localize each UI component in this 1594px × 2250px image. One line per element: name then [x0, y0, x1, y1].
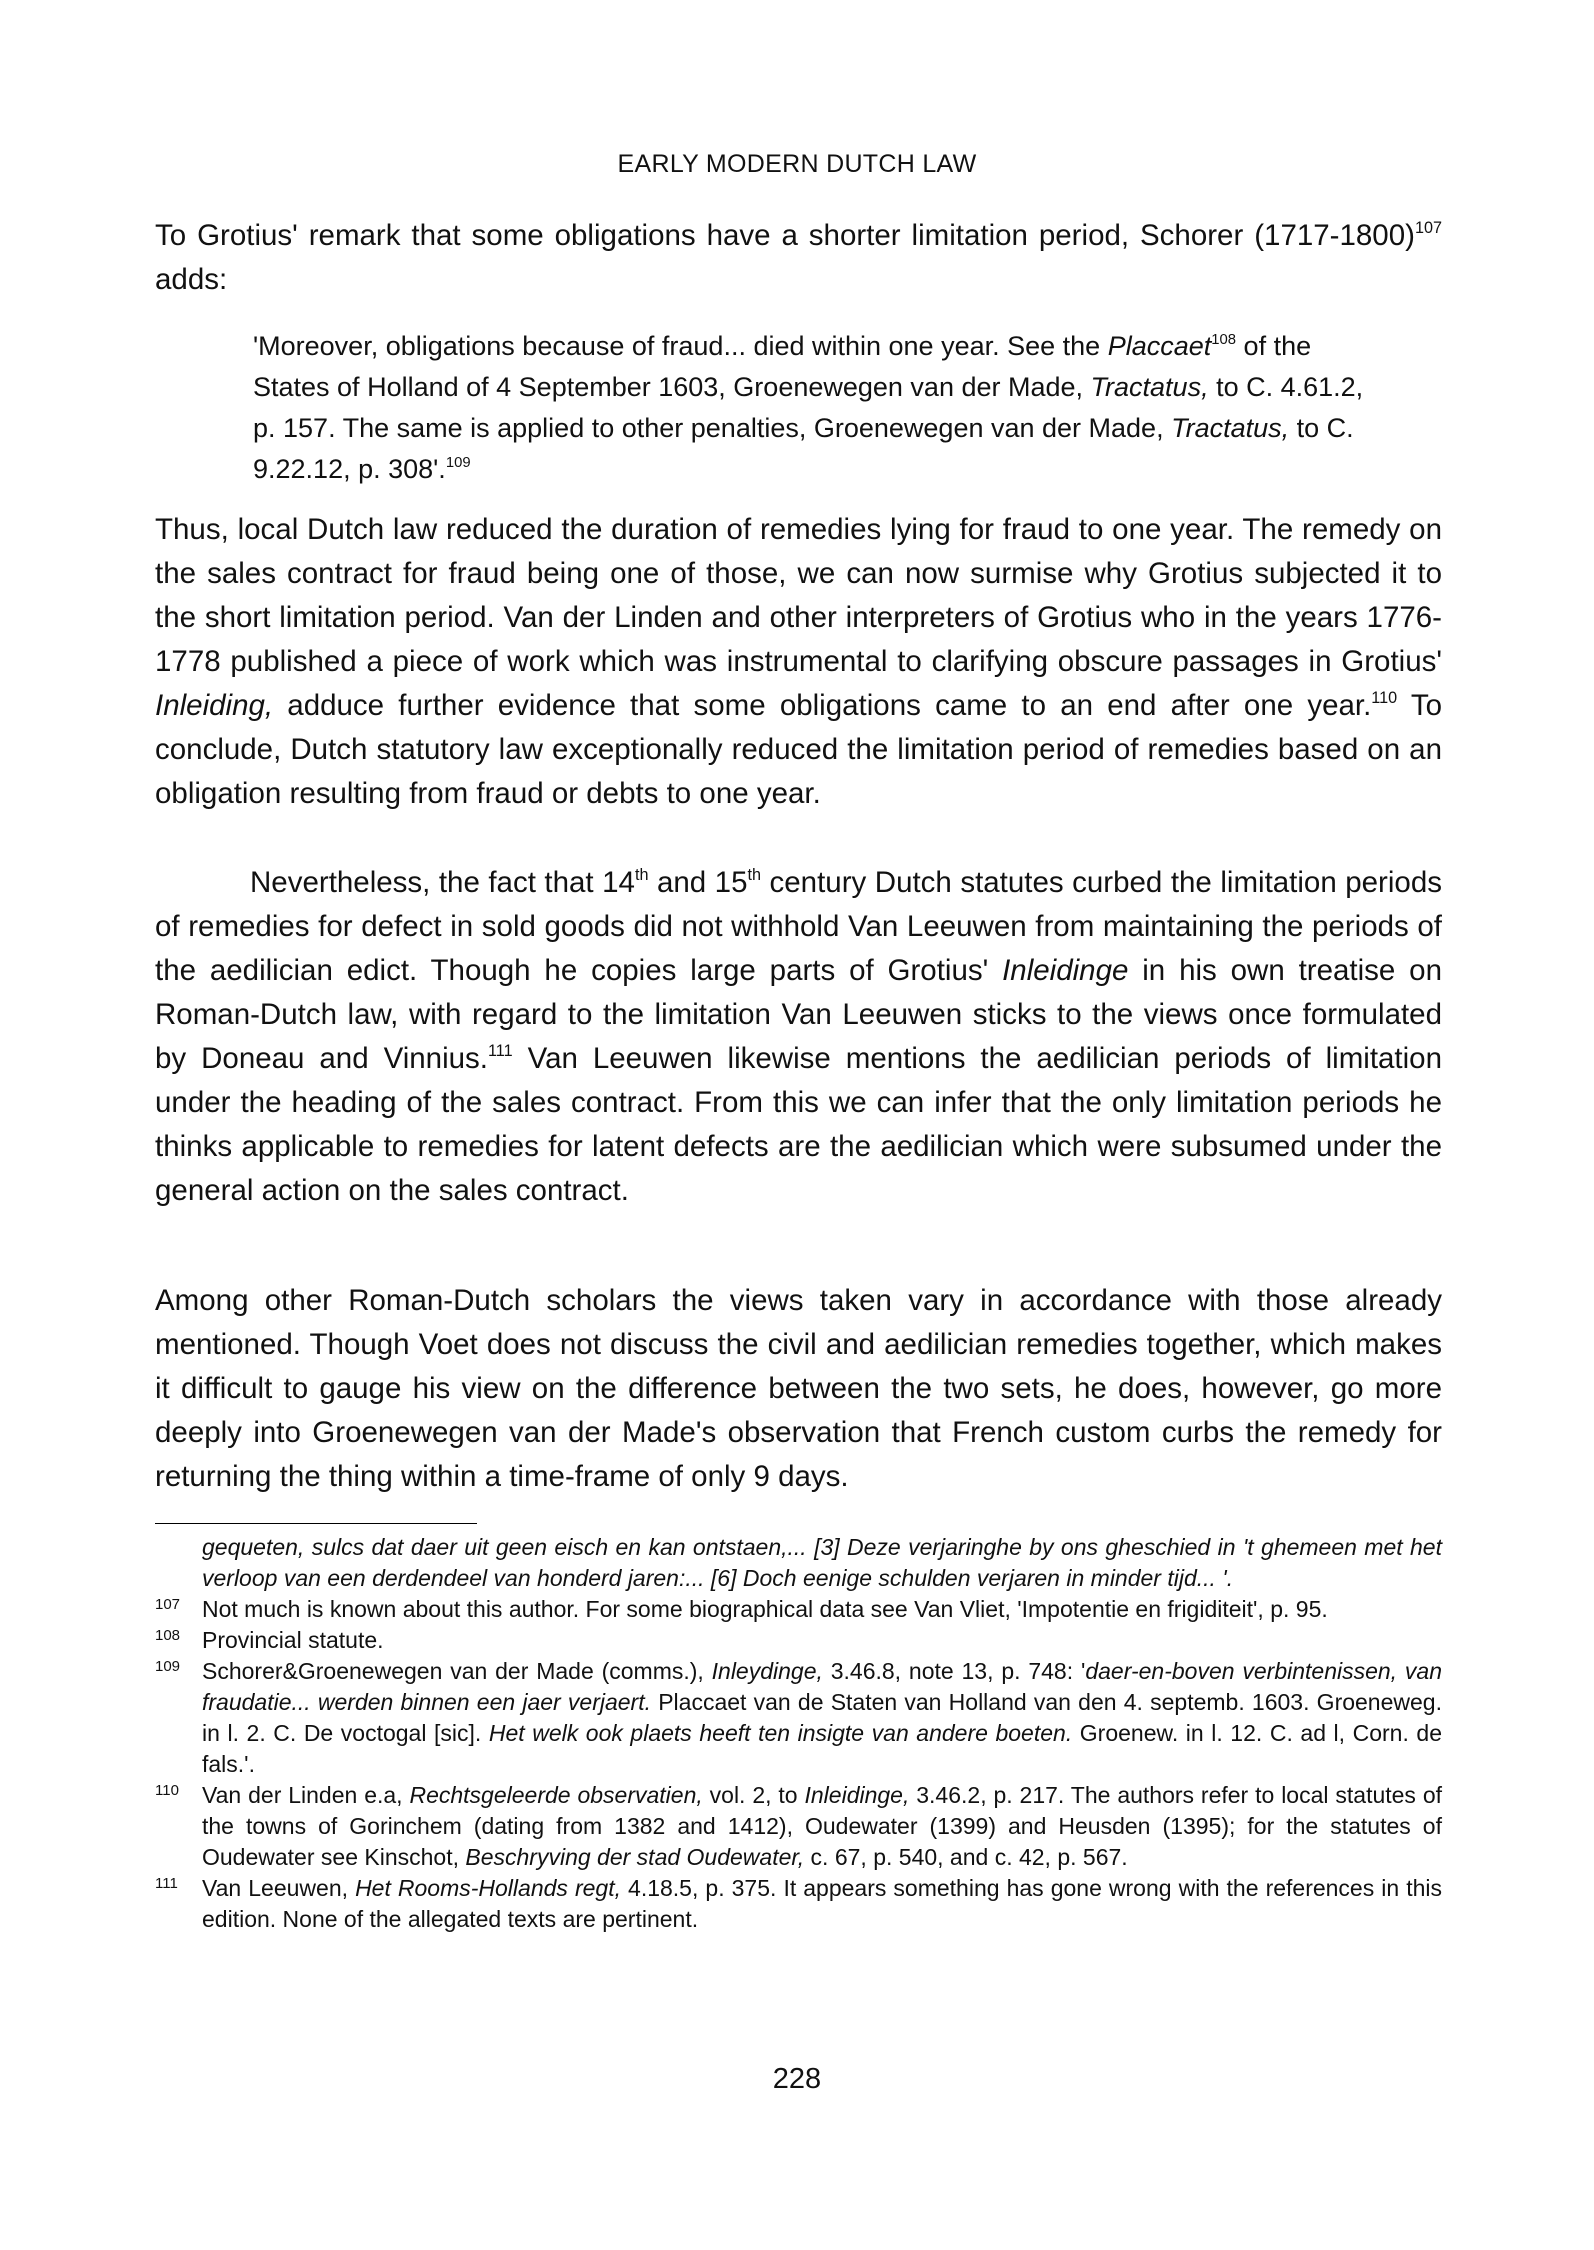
footnote-reference: 107 — [1414, 218, 1442, 237]
footnote-text — [202, 1534, 1442, 1591]
text-run: 3.46.8, note 13, p. 748: ' — [822, 1658, 1086, 1684]
text-run: Thus, local Dutch law reduced the duration of remedies lying for fraud to one year. The remedy on the sales contract for fraud being one of those, we can now surmise why Grotius subjected it to the short limitation period. Van der Linden and other interpreters of Grotius who in the years 1776-1778 published a piece of work which was instrumental to clarifying obscure passages in Grotius' — [155, 513, 1442, 678]
text-run: vol. 2, to — [702, 1782, 805, 1808]
text-run: to C. 9.22.12, p. 308'. — [253, 413, 1354, 484]
text-run: adduce further evidence that some obligations came to an end after one year. — [273, 689, 1372, 722]
footnote-separator — [155, 1523, 477, 1524]
italic-text: Tractatus, — [1171, 413, 1290, 443]
footnote-number: 109 — [155, 1658, 181, 1675]
footnote-reference: th — [747, 865, 762, 884]
paragraph-van-leeuwen — [155, 861, 1442, 1213]
text-run: and 15 — [648, 866, 748, 899]
footnote-reference: 108 — [1211, 331, 1237, 348]
text-run: To conclude, Dutch statutory law exceptionally reduced the limitation period of remedies based on an obligation resulting from fraud or debts to one year. — [155, 689, 1442, 810]
footnote-text — [202, 1782, 1442, 1870]
footnote-reference: 110 — [1371, 688, 1398, 707]
text-run: 3.46.2, p. 217. The authors refer to local statutes of the towns of Gorinchem (dating from 1382 and 1412), Oudewater (1399) and Heusden (1395); for the statutes of Oudewater see Kinschot, — [202, 1782, 1443, 1870]
italic-text: Inleidinge, — [804, 1782, 910, 1808]
text-run: Nevertheless, the fact that 14 — [250, 866, 635, 899]
italic-text: Inleydinge, — [711, 1658, 823, 1684]
text-run: Van Leeuwen, — [202, 1875, 356, 1901]
italic-text: Placcaet — [1107, 331, 1212, 361]
footnote-108 — [155, 1625, 1442, 1656]
italic-text: gequeten, sulcs dat daer uit geen eisch en kan ontstaen,... [3] Deze verjaringhe by ons gheschied in 't ghemeen met het verloop van een derdendeel van honderd jaren:... [6] Doch eenige schulden verjaren in minder tijd... '. — [202, 1534, 1442, 1591]
footnote-text — [202, 1658, 1442, 1777]
text-run: Provincial statute. — [202, 1627, 384, 1653]
italic-text: Inleiding, — [155, 689, 274, 722]
text-run: century Dutch statutes curbed the limitation periods of remedies for defect in sold goods did not withhold Van Leeuwen from maintaining the periods of the aedilician edict. Though he copies large parts of Grotius' — [155, 866, 1442, 987]
footnote-number: 108 — [155, 1627, 181, 1644]
italic-text: Beschryving der stad Oudewater, — [465, 1844, 805, 1870]
text-run: Van Leeuwen likewise mentions the aedilician periods of limitation under the heading of the sales contract. From this we can infer that the only limitation periods he thinks applicable to remedies for latent defects are the aedilician which were subsumed under the general action on the sales contract. — [155, 1042, 1442, 1207]
paragraph-intro — [155, 214, 1442, 302]
text-run: To Grotius' remark that some obligations have a shorter limitation period, Schorer (1717-1800) — [155, 219, 1415, 252]
paragraph-local-law — [155, 508, 1442, 816]
footnote-text — [202, 1627, 384, 1653]
footnote-continued — [155, 1532, 1442, 1594]
text-run: Placcaet van de Staten van Holland van den 4. septemb. 1603. Groeneweg. in l. 2. C. De voctogal [sic]. — [202, 1689, 1442, 1746]
running-header: EARLY MODERN DUTCH LAW — [617, 150, 977, 178]
text-run: Among other Roman-Dutch scholars the views taken vary in accordance with those already mentioned. Though Voet does not discuss the civil and aedilician remedies together, which makes it difficult to gauge his view on the difference between the two sets, he does, however, go more deeply into Groenewegen van der Made's observation that French custom curbs the remedy for returning the thing within a time-frame of only 9 days. — [155, 1284, 1442, 1493]
paragraph-roman-dutch-scholars — [155, 1279, 1442, 1499]
text-run: Schorer&Groenewegen van der Made (comms.), — [202, 1658, 712, 1684]
text-run: c. 67, p. 540, and c. 42, p. 567. — [804, 1844, 1128, 1870]
italic-text: daer-en-boven verbintenissen, van fraudatie... werden binnen een jaer verjaert. — [202, 1658, 1442, 1715]
text-run: in his own treatise on Roman-Dutch law, with regard to the limitation Van Leeuwen sticks to the views once formulated by Doneau and Vinnius. — [155, 954, 1442, 1075]
page-number: 228 — [772, 2063, 822, 2095]
footnote-text — [202, 1596, 1328, 1622]
footnote-reference: 111 — [487, 1041, 513, 1060]
footnote-text — [202, 1875, 1442, 1932]
italic-text: Rechtsgeleerde observatien, — [409, 1782, 703, 1808]
italic-text: Tractatus, — [1090, 372, 1209, 402]
footnote-107 — [155, 1594, 1442, 1625]
footnote-reference: 109 — [445, 454, 471, 471]
text-run: 4.18.5, p. 375. It appears something has gone wrong with the references in this edition. None of the allegated texts are pertinent. — [202, 1875, 1443, 1932]
footnote-110 — [155, 1780, 1442, 1873]
footnote-111 — [155, 1873, 1442, 1935]
text-run: to C. 4.61.2, p. 157. The same is applied to other penalties, Groenewegen van der Made, — [253, 372, 1364, 443]
footnote-number: 111 — [155, 1875, 178, 1892]
text-run: adds: — [155, 263, 228, 296]
text-run: of the States of Holland of 4 September 1603, Groenewegen van der Made, — [253, 331, 1312, 402]
footnotes — [155, 1532, 1442, 1935]
footnote-number: 110 — [155, 1782, 179, 1799]
text-run: Van der Linden e.a, — [202, 1782, 410, 1808]
italic-text: Het welk ook plaets heeft ten insigte van andere boeten. — [488, 1720, 1073, 1746]
block-quote — [253, 326, 1387, 490]
text-run: Not much is known about this author. For some biographical data see Van Vliet, 'Impotentie en frigiditeit', p. 95. — [202, 1596, 1328, 1622]
text-run: Groenew. in l. 12. C. ad l, Corn. de fals.'. — [202, 1720, 1442, 1777]
text-run: 'Moreover, obligations because of fraud... died within one year. See the — [253, 331, 1108, 361]
italic-text: Het Rooms-Hollands regt, — [355, 1875, 621, 1901]
italic-text: Inleidinge — [1002, 954, 1129, 987]
footnote-109 — [155, 1656, 1442, 1780]
footnote-number: 107 — [155, 1596, 181, 1613]
footnote-reference: th — [634, 865, 649, 884]
